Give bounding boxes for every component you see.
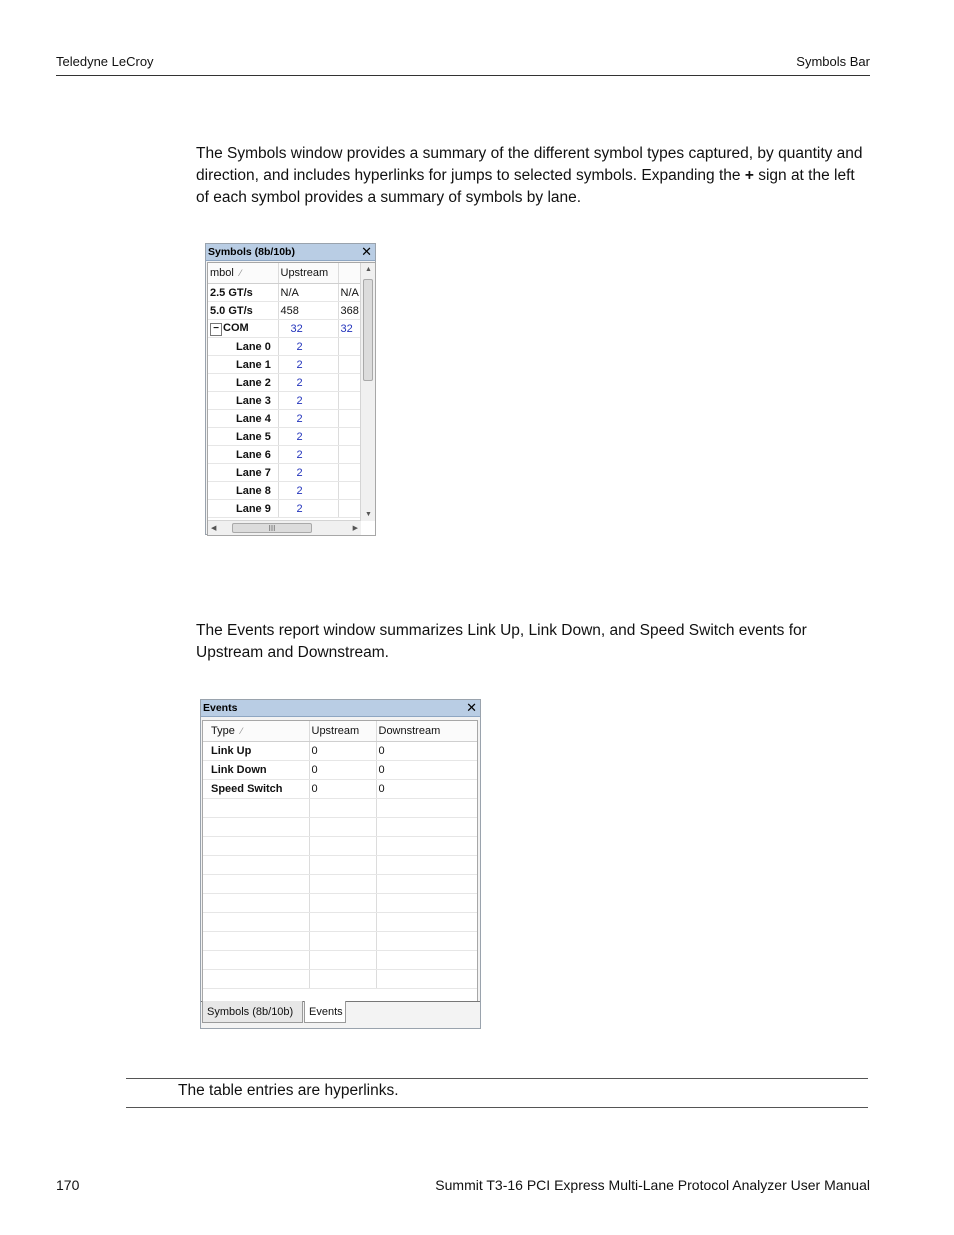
events-grid xyxy=(202,720,478,1003)
lane-name-cell[interactable]: Lane 6 xyxy=(208,446,278,464)
empty-table-row xyxy=(203,894,477,913)
empty-cell xyxy=(203,799,309,818)
empty-cell xyxy=(203,951,309,970)
table-row[interactable] xyxy=(203,761,477,780)
empty-table-row xyxy=(203,913,477,932)
table-row[interactable] xyxy=(208,284,360,302)
empty-cell xyxy=(376,799,477,818)
event-upstream-cell[interactable]: 0 xyxy=(309,742,376,761)
symbol-downstream-cell[interactable] xyxy=(338,500,360,518)
table-row[interactable] xyxy=(203,780,477,799)
table-row[interactable] xyxy=(208,410,360,428)
column-header-upstream[interactable]: Upstream xyxy=(278,263,338,284)
window-tab-strip xyxy=(201,1001,480,1028)
page-header-right: Symbols Bar xyxy=(796,54,870,69)
symbol-group-label: COM xyxy=(223,321,249,334)
manual-title: Summit T3-16 PCI Express Multi-Lane Protocol Analyzer User Manual xyxy=(435,1177,870,1193)
events-header-row xyxy=(203,721,477,742)
empty-cell xyxy=(376,856,477,875)
symbol-downstream-cell[interactable] xyxy=(338,482,360,500)
event-type-cell[interactable]: Speed Switch xyxy=(203,780,309,799)
symbols-grid xyxy=(207,262,376,536)
empty-cell xyxy=(376,932,477,951)
empty-cell xyxy=(309,799,376,818)
event-downstream-cell[interactable]: 0 xyxy=(376,761,477,780)
symbol-upstream-cell[interactable]: 2 xyxy=(278,356,338,374)
symbol-upstream-cell[interactable]: 2 xyxy=(278,500,338,518)
empty-cell xyxy=(203,913,309,932)
lane-name-cell[interactable]: Lane 1 xyxy=(208,356,278,374)
column-header-upstream[interactable]: Upstream xyxy=(309,721,376,742)
column-header-type[interactable]: Type ⁄ xyxy=(203,721,309,742)
sort-icon: ⁄ xyxy=(239,268,242,278)
lane-name-cell[interactable]: Lane 5 xyxy=(208,428,278,446)
empty-cell xyxy=(309,970,376,989)
close-icon[interactable]: ✕ xyxy=(466,700,477,715)
symbol-downstream-cell[interactable]: 368 xyxy=(338,302,360,320)
event-upstream-cell[interactable]: 0 xyxy=(309,761,376,780)
empty-table-row xyxy=(203,932,477,951)
symbols-window xyxy=(205,243,376,535)
empty-cell xyxy=(376,913,477,932)
empty-cell xyxy=(203,932,309,951)
events-window-title: Events xyxy=(203,702,238,714)
column-header-symbol[interactable]: mbol ⁄ xyxy=(208,263,278,284)
events-window xyxy=(200,699,481,1029)
tab-symbols[interactable]: Symbols (8b/10b) xyxy=(202,1001,303,1023)
symbols-vertical-scroll-thumb[interactable] xyxy=(363,279,373,381)
symbol-downstream-cell[interactable] xyxy=(338,428,360,446)
empty-cell xyxy=(309,932,376,951)
symbol-upstream-cell[interactable]: 458 xyxy=(278,302,338,320)
symbol-upstream-cell[interactable]: 2 xyxy=(278,482,338,500)
table-row[interactable] xyxy=(208,392,360,410)
symbol-upstream-cell[interactable]: 2 xyxy=(278,410,338,428)
symbols-horizontal-scrollbar[interactable] xyxy=(208,520,361,535)
empty-cell xyxy=(203,856,309,875)
empty-cell xyxy=(203,875,309,894)
events-window-titlebar[interactable] xyxy=(201,700,480,717)
lane-name-cell[interactable]: Lane 8 xyxy=(208,482,278,500)
symbols-vertical-scrollbar[interactable] xyxy=(360,263,375,521)
empty-cell xyxy=(203,894,309,913)
empty-table-row xyxy=(203,818,477,837)
intro-text-1: The Symbols window provides a summary of the different symbol types captured, by quantity and direction, and includes hyperlinks for jumps to selected symbols. Expanding the xyxy=(196,145,863,184)
symbols-table xyxy=(208,263,361,518)
empty-cell xyxy=(376,875,477,894)
empty-cell xyxy=(309,856,376,875)
empty-cell xyxy=(376,894,477,913)
empty-table-row xyxy=(203,837,477,856)
intro-text-2: sign at the left of each symbol provides a summary of symbols by lane. xyxy=(196,167,855,206)
empty-cell xyxy=(376,970,477,989)
event-downstream-cell[interactable]: 0 xyxy=(376,742,477,761)
empty-table-row xyxy=(203,951,477,970)
symbol-upstream-cell[interactable]: 2 xyxy=(278,428,338,446)
sort-icon: ⁄ xyxy=(240,726,243,736)
empty-table-row xyxy=(203,875,477,894)
table-row[interactable] xyxy=(208,464,360,482)
empty-cell xyxy=(309,818,376,837)
lane-name-cell[interactable]: Lane 9 xyxy=(208,500,278,518)
event-type-cell[interactable]: Link Up xyxy=(203,742,309,761)
symbol-downstream-cell[interactable] xyxy=(338,464,360,482)
table-row[interactable] xyxy=(208,428,360,446)
symbol-downstream-cell[interactable] xyxy=(338,356,360,374)
lane-name-cell[interactable]: Lane 0 xyxy=(208,338,278,356)
symbol-upstream-cell[interactable]: 2 xyxy=(278,392,338,410)
scroll-left-arrow-icon[interactable]: ◀ xyxy=(211,525,217,532)
empty-table-row xyxy=(203,799,477,818)
scroll-down-arrow-icon[interactable]: ▼ xyxy=(365,511,372,518)
empty-table-row xyxy=(203,970,477,989)
empty-cell xyxy=(376,951,477,970)
plus-sign-text: + xyxy=(744,167,754,184)
events-table xyxy=(203,721,478,989)
symbol-name-cell[interactable] xyxy=(208,320,278,338)
event-upstream-cell[interactable]: 0 xyxy=(309,780,376,799)
empty-cell xyxy=(309,837,376,856)
symbol-downstream-cell[interactable]: N/A xyxy=(338,284,360,302)
close-icon[interactable]: ✕ xyxy=(361,244,372,259)
note-top-rule xyxy=(126,1078,868,1079)
empty-cell xyxy=(309,875,376,894)
collapse-toggle-icon[interactable]: − xyxy=(210,323,222,336)
scroll-up-arrow-icon[interactable]: ▲ xyxy=(365,266,372,273)
event-type-cell[interactable]: Link Down xyxy=(203,761,309,780)
table-row[interactable] xyxy=(208,356,360,374)
lane-name-cell[interactable]: Lane 3 xyxy=(208,392,278,410)
symbol-upstream-cell[interactable]: 2 xyxy=(278,464,338,482)
symbol-upstream-cell[interactable]: N/A xyxy=(278,284,338,302)
table-row[interactable] xyxy=(208,500,360,518)
note-text: The table entries are hyperlinks. xyxy=(178,1082,399,1099)
note-bottom-rule xyxy=(126,1107,868,1108)
symbol-downstream-cell[interactable] xyxy=(338,410,360,428)
scroll-right-arrow-icon[interactable]: ▶ xyxy=(352,525,358,532)
table-row[interactable] xyxy=(208,482,360,500)
table-row[interactable] xyxy=(208,338,360,356)
events-intro-paragraph: The Events report window summarizes Link Up, Link Down, and Speed Switch events for Upstream and Downstream. xyxy=(196,622,807,661)
symbols-horizontal-scroll-thumb[interactable]: III xyxy=(232,523,312,533)
lane-name-cell[interactable]: Lane 2 xyxy=(208,374,278,392)
header-divider xyxy=(56,75,870,76)
column-header-downstream[interactable] xyxy=(338,263,360,284)
empty-cell xyxy=(376,837,477,856)
event-downstream-cell[interactable]: 0 xyxy=(376,780,477,799)
table-row[interactable] xyxy=(208,302,360,320)
empty-cell xyxy=(309,951,376,970)
symbol-downstream-cell[interactable] xyxy=(338,338,360,356)
symbol-upstream-cell[interactable]: 2 xyxy=(278,446,338,464)
symbol-upstream-cell[interactable]: 32 xyxy=(278,320,338,338)
lane-name-cell[interactable]: Lane 4 xyxy=(208,410,278,428)
empty-cell xyxy=(203,818,309,837)
empty-cell xyxy=(309,894,376,913)
symbols-window-title: Symbols (8b/10b) xyxy=(208,246,295,258)
symbols-window-titlebar[interactable] xyxy=(206,244,375,261)
empty-cell xyxy=(309,913,376,932)
empty-cell xyxy=(203,970,309,989)
symbols-intro-paragraph xyxy=(196,143,868,209)
table-row[interactable] xyxy=(203,742,477,761)
table-row[interactable] xyxy=(208,374,360,392)
lane-name-cell[interactable]: Lane 7 xyxy=(208,464,278,482)
table-row[interactable] xyxy=(208,446,360,464)
symbol-upstream-cell[interactable]: 2 xyxy=(278,374,338,392)
symbol-downstream-cell[interactable]: 32 xyxy=(338,320,360,338)
symbol-name-cell[interactable]: 5.0 GT/s xyxy=(208,302,278,320)
symbol-downstream-cell[interactable] xyxy=(338,392,360,410)
symbol-downstream-cell[interactable] xyxy=(338,374,360,392)
symbol-name-cell[interactable]: 2.5 GT/s xyxy=(208,284,278,302)
symbol-downstream-cell[interactable] xyxy=(338,446,360,464)
page-number: 170 xyxy=(56,1177,80,1193)
column-header-downstream[interactable]: Downstream xyxy=(376,721,477,742)
tab-events[interactable]: Events xyxy=(304,1001,346,1023)
symbol-upstream-cell[interactable]: 2 xyxy=(278,338,338,356)
empty-cell xyxy=(203,837,309,856)
table-row[interactable] xyxy=(208,320,360,338)
page-header-left: Teledyne LeCroy xyxy=(56,54,154,69)
empty-cell xyxy=(376,818,477,837)
empty-table-row xyxy=(203,856,477,875)
symbols-header-row xyxy=(208,263,360,284)
